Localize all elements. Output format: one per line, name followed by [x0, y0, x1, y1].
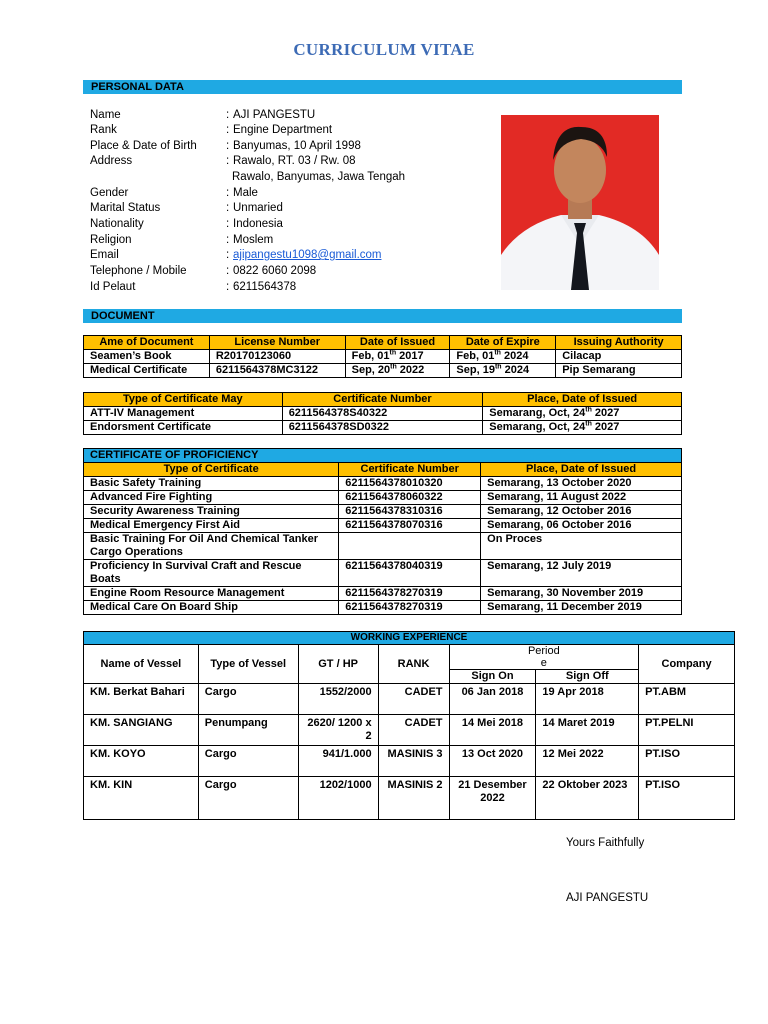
personal-label: Religion: [90, 234, 132, 246]
proficiency-row: [84, 601, 682, 615]
cert-may-col-header: Certificate Number: [282, 393, 483, 407]
date-issued: Sep, 20th 2022: [345, 364, 450, 378]
proficiency-place-date: On Proces: [481, 533, 682, 560]
sign-on: 06 Jan 2018: [449, 684, 536, 715]
proficiency-row: [84, 477, 682, 491]
experience-row: [84, 746, 735, 777]
document-col-header: Date of Expire: [450, 336, 556, 350]
proficiency-type: Engine Room Resource Management: [84, 587, 339, 601]
vessel-name: KM. SANGIANG: [84, 715, 199, 746]
personal-value: Indonesia: [233, 218, 283, 230]
gt-hp: 941/1.000: [298, 746, 378, 777]
document-col-header: Issuing Authority: [556, 336, 682, 350]
vessel-type: Penumpang: [198, 715, 298, 746]
period-label: Period: [527, 645, 560, 657]
proficiency-col-header: Certificate Number: [339, 463, 481, 477]
personal-value: 6211564378: [233, 281, 297, 293]
personal-separator: :: [226, 124, 230, 136]
personal-separator: :: [226, 249, 230, 261]
period-label-wrap: e: [540, 657, 547, 669]
personal-value: Banyumas, 10 April 1998: [233, 140, 361, 152]
vessel-type: Cargo: [198, 777, 298, 820]
personal-value: 0822 6060 2098: [233, 265, 317, 277]
document-col-header: License Number: [209, 336, 345, 350]
proficiency-row: [84, 505, 682, 519]
personal-label: Address: [90, 155, 133, 167]
sign-on: 21 Desember 2022: [449, 777, 536, 820]
personal-separator: :: [226, 218, 230, 230]
document-row: [84, 350, 682, 364]
cert-type: ATT-IV Management: [84, 407, 283, 421]
col-gt-hp: GT / HP: [298, 645, 378, 684]
proficiency-type: Security Awareness Training: [84, 505, 339, 519]
closing-text: Yours Faithfully: [566, 837, 645, 849]
document-col-header: Ame of Document: [84, 336, 210, 350]
personal-value: Unmaried: [233, 202, 283, 214]
proficiency-row: [84, 533, 682, 560]
gt-hp: 1202/1000: [298, 777, 378, 820]
license-number: 6211564378MC3122: [209, 364, 345, 378]
col-name-of-vessel: Name of Vessel: [84, 645, 199, 684]
personal-separator: :: [226, 140, 230, 152]
proficiency-number: 6211564378270319: [339, 587, 481, 601]
date-issued-ordinal: th: [389, 349, 397, 357]
vessel-type: Cargo: [198, 684, 298, 715]
email-link[interactable]: ajipangestu1098@gmail.com: [233, 249, 382, 261]
sign-on: 14 Mei 2018: [449, 715, 536, 746]
col-rank: RANK: [378, 645, 449, 684]
proficiency-number: 6211564378270319: [339, 601, 481, 615]
personal-separator: :: [226, 202, 230, 214]
proficiency-type: Advanced Fire Fighting: [84, 491, 339, 505]
proficiency-number: 6211564378040319: [339, 560, 481, 587]
proficiency-place-date: Semarang, 12 October 2016: [481, 505, 682, 519]
document-table: [83, 335, 682, 378]
personal-separator: :: [226, 187, 230, 199]
sign-off: 12 Mei 2022: [536, 746, 639, 777]
experience-row: [84, 715, 735, 746]
rank: CADET: [378, 684, 449, 715]
proficiency-place-date: Semarang, 13 October 2020: [481, 477, 682, 491]
personal-value: Engine Department: [233, 124, 333, 136]
vessel-type: Cargo: [198, 746, 298, 777]
proficiency-number: 6211564378310316: [339, 505, 481, 519]
personal-separator: :: [226, 155, 230, 167]
document-name: Medical Certificate: [84, 364, 210, 378]
personal-label: Email: [90, 249, 119, 261]
sign-off: 14 Maret 2019: [536, 715, 639, 746]
experience-row: [84, 684, 735, 715]
sign-off: 19 Apr 2018: [536, 684, 639, 715]
proficiency-header: CERTIFICATE OF PROFICIENCY: [84, 449, 682, 463]
personal-label: Place & Date of Birth: [90, 140, 197, 152]
certificate-may-table: [83, 392, 682, 435]
cert-type: Endorsment Certificate: [84, 421, 283, 435]
gt-hp: 2620/ 1200 x 2: [298, 715, 378, 746]
personal-label: Marital Status: [90, 202, 161, 214]
issuing-authority: Cilacap: [556, 350, 682, 364]
gt-hp: 1552/2000: [298, 684, 378, 715]
proficiency-row: [84, 560, 682, 587]
proficiency-table: [83, 448, 682, 615]
proficiency-type: Basic Safety Training: [84, 477, 339, 491]
cert-may-col-header: Place, Date of Issued: [483, 393, 682, 407]
working-experience-table: [83, 631, 735, 820]
personal-separator: :: [226, 281, 230, 293]
personal-label: Id Pelaut: [90, 281, 136, 293]
experience-row: [84, 777, 735, 820]
company: PT.ABM: [639, 684, 735, 715]
personal-separator: :: [226, 234, 230, 246]
personal-value: Rawalo, RT. 03 / Rw. 08: [233, 155, 356, 167]
personal-label: Nationality: [90, 218, 144, 230]
proficiency-place-date: Semarang, 06 October 2016: [481, 519, 682, 533]
document-header: DOCUMENT: [83, 309, 682, 323]
proficiency-place-date: Semarang, 30 November 2019: [481, 587, 682, 601]
document-name: Seamen’s Book: [84, 350, 210, 364]
document-row: [84, 364, 682, 378]
cert-may-col-header: Type of Certificate May: [84, 393, 283, 407]
date-expire-ordinal: th: [494, 363, 502, 371]
rank: MASINIS 2: [378, 777, 449, 820]
vessel-name: KM. KOYO: [84, 746, 199, 777]
profile-photo: [501, 115, 659, 290]
proficiency-number: 6211564378070316: [339, 519, 481, 533]
signature-name: AJI PANGESTU: [566, 892, 649, 904]
proficiency-place-date: Semarang, 11 August 2022: [481, 491, 682, 505]
date-issued-ordinal: th: [390, 363, 397, 371]
cert-place-date: Semarang, Oct, 24th 2027: [483, 421, 682, 435]
proficiency-type: Medical Emergency First Aid: [84, 519, 339, 533]
personal-data-header: PERSONAL DATA: [83, 80, 682, 94]
proficiency-col-header: Type of Certificate: [84, 463, 339, 477]
proficiency-row: [84, 519, 682, 533]
proficiency-type: Proficiency In Survival Craft and Rescue Boats: [84, 560, 339, 587]
personal-label: Rank: [90, 124, 117, 136]
sign-off: 22 Oktober 2023: [536, 777, 639, 820]
cert-place-date-ordinal: th: [585, 406, 592, 414]
experience-header: WORKING EXPERIENCE: [84, 632, 735, 645]
license-number: R20170123060: [209, 350, 345, 364]
col-sign-off: Sign Off: [536, 670, 639, 684]
col-period: [449, 645, 639, 670]
personal-separator: :: [226, 109, 230, 121]
col-sign-on: Sign On: [449, 670, 536, 684]
proficiency-type: Basic Training For Oil And Chemical Tanker Cargo Operations: [84, 533, 339, 560]
personal-label: Gender: [90, 187, 129, 199]
personal-value: Moslem: [233, 234, 274, 246]
rank: MASINIS 3: [378, 746, 449, 777]
company: PT.ISO: [639, 746, 735, 777]
personal-value: Rawalo, Banyumas, Jawa Tengah: [232, 171, 406, 183]
col-type-of-vessel: Type of Vessel: [198, 645, 298, 684]
company: PT.PELNI: [639, 715, 735, 746]
proficiency-place-date: Semarang, 12 July 2019: [481, 560, 682, 587]
cert-number: 6211564378S40322: [282, 407, 483, 421]
sign-on: 13 Oct 2020: [449, 746, 536, 777]
personal-label: Telephone / Mobile: [90, 265, 187, 277]
cert-place-date: Semarang, Oct, 24th 2027: [483, 407, 682, 421]
date-expire: Feb, 01th 2024: [450, 350, 556, 364]
cert-place-date-ordinal: th: [585, 420, 592, 428]
company: PT.ISO: [639, 777, 735, 820]
proficiency-number: 6211564378010320: [339, 477, 481, 491]
date-expire-ordinal: th: [494, 349, 501, 357]
rank: CADET: [378, 715, 449, 746]
proficiency-number: [339, 533, 481, 560]
cv-title: CURRICULUM VITAE: [293, 40, 475, 59]
proficiency-col-header: Place, Date of Issued: [481, 463, 682, 477]
date-issued: Feb, 01th 2017: [345, 350, 450, 364]
proficiency-row: [84, 491, 682, 505]
vessel-name: KM. KIN: [84, 777, 199, 820]
col-company: Company: [639, 645, 735, 684]
cert-may-row: [84, 421, 682, 435]
personal-value: Male: [233, 187, 258, 199]
proficiency-place-date: Semarang, 11 December 2019: [481, 601, 682, 615]
date-expire: Sep, 19th 2024: [450, 364, 556, 378]
personal-separator: :: [226, 265, 230, 277]
personal-label: Name: [90, 109, 121, 121]
personal-value: AJI PANGESTU: [233, 109, 316, 121]
proficiency-number: 6211564378060322: [339, 491, 481, 505]
document-col-header: Date of Issued: [345, 336, 450, 350]
cert-number: 6211564378SD0322: [282, 421, 483, 435]
vessel-name: KM. Berkat Bahari: [84, 684, 199, 715]
cert-may-row: [84, 407, 682, 421]
proficiency-type: Medical Care On Board Ship: [84, 601, 339, 615]
portrait-image: [501, 115, 659, 290]
issuing-authority: Pip Semarang: [556, 364, 682, 378]
proficiency-row: [84, 587, 682, 601]
